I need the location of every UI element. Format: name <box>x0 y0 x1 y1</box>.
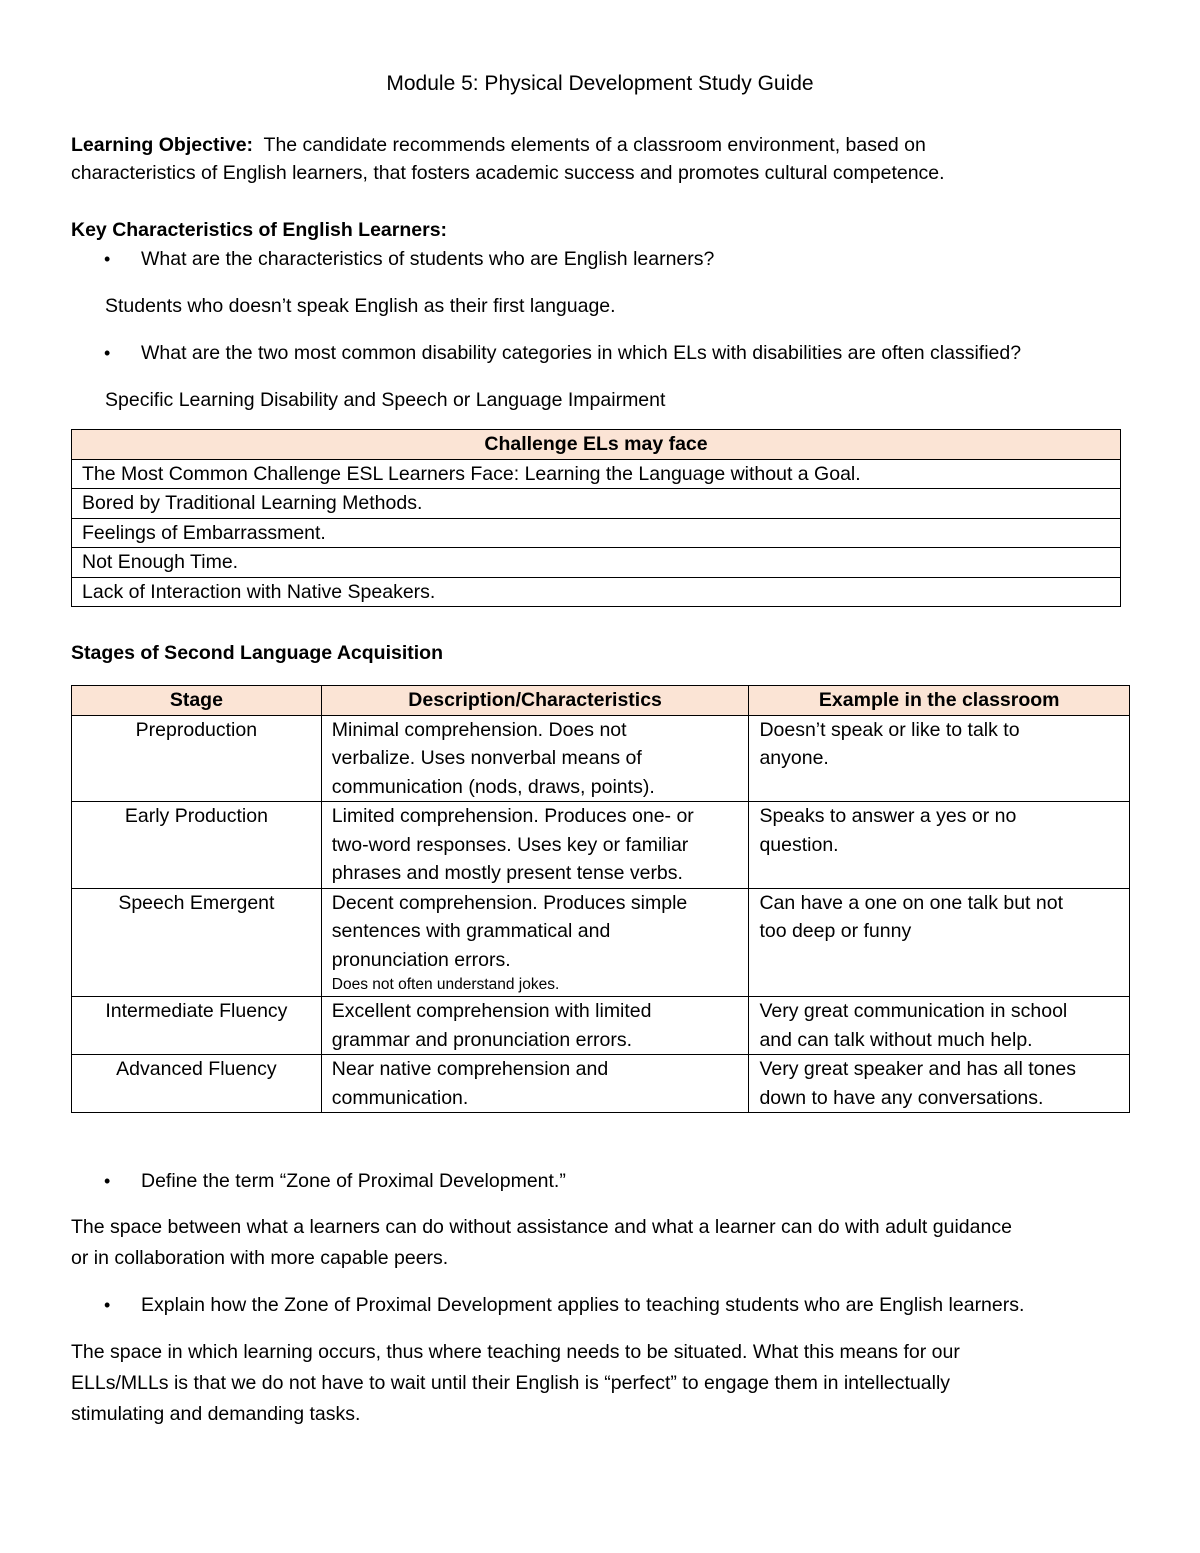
description-cell <box>321 997 749 1055</box>
example-cell <box>749 1055 1130 1113</box>
description-line: Near native comprehension and <box>331 1058 609 1080</box>
stage-cell: Advanced Fluency <box>72 1055 322 1113</box>
table-row <box>72 1055 1130 1113</box>
objective-text-line1: The candidate recommends elements of a classroom environment, based on <box>263 134 926 156</box>
description-cell <box>321 802 749 889</box>
challenge-cell: Not Enough Time. <box>72 548 1121 578</box>
stage-cell: Preproduction <box>72 715 322 802</box>
table-row <box>72 577 1121 607</box>
example-line: too deep or funny <box>759 920 912 942</box>
answer-4 <box>71 1337 1131 1430</box>
description-line: communication. <box>331 1086 469 1109</box>
question-3-text: Define the term “Zone of Proximal Development.” <box>141 1170 566 1192</box>
stages-table <box>71 685 1130 1113</box>
table-row <box>72 489 1121 519</box>
objective-text-line2: characteristics of English learners, that fosters academic success and promotes cultural competence. <box>71 162 945 184</box>
stages-heading: Stages of Second Language Acquisition <box>71 642 443 664</box>
example-line: Doesn’t speak or like to talk to <box>759 718 1020 741</box>
example-cell <box>749 802 1130 889</box>
table-row <box>72 802 1130 889</box>
table-row <box>72 997 1130 1055</box>
description-cell <box>321 715 749 802</box>
key-characteristics-heading: Key Characteristics of English Learners: <box>71 219 448 241</box>
answer-3-line1: The space between what a learners can do without assistance and what a learner can do with adult guidance <box>71 1216 1012 1238</box>
table-row <box>72 715 1130 802</box>
description-header: Description/Characteristics <box>321 686 749 716</box>
question-4-text: Explain how the Zone of Proximal Development applies to teaching students who are English learners. <box>141 1294 1025 1316</box>
example-line: question. <box>759 833 839 856</box>
description-line: Limited comprehension. Produces one- or <box>331 805 694 827</box>
description-line: verbalize. Uses nonverbal means of <box>331 747 642 769</box>
answer-4-line3: stimulating and demanding tasks. <box>71 1403 361 1425</box>
example-cell <box>749 997 1130 1055</box>
stage-cell: Speech Emergent <box>72 888 322 997</box>
learning-objective <box>71 131 1131 187</box>
challenges-header: Challenge ELs may face <box>72 430 1121 460</box>
example-line: Can have a one on one talk but not <box>759 891 1064 914</box>
description-cell <box>321 888 749 997</box>
stage-cell: Intermediate Fluency <box>72 997 322 1055</box>
bullet-icon: • <box>104 249 111 269</box>
table-header-row <box>72 686 1130 716</box>
bullet-icon: • <box>104 1171 111 1191</box>
description-cell <box>321 1055 749 1113</box>
table-header-row <box>72 430 1121 460</box>
example-line: Speaks to answer a yes or no <box>759 805 1017 827</box>
description-line: Decent comprehension. Produces simple <box>331 891 688 914</box>
answer-2: Specific Learning Disability and Speech or Language Impairment <box>105 389 666 411</box>
challenge-cell: The Most Common Challenge ESL Learners Face: Learning the Language without a Goal. <box>72 459 1121 489</box>
description-note: Does not often understand jokes. <box>331 976 560 993</box>
table-row <box>72 518 1121 548</box>
table-row <box>72 459 1121 489</box>
description-line: phrases and mostly present tense verbs. <box>331 862 683 884</box>
table-row <box>72 888 1130 997</box>
answer-3 <box>71 1212 1131 1274</box>
bullet-icon: • <box>104 1295 111 1315</box>
description-line: pronunciation errors. <box>331 948 511 971</box>
page-title: Module 5: Physical Development Study Guide <box>386 72 814 95</box>
table-row <box>72 548 1121 578</box>
objective-label: Learning Objective: <box>71 134 254 156</box>
description-line: communication (nods, draws, points). <box>331 775 655 798</box>
example-line: and can talk without much help. <box>759 1028 1033 1051</box>
description-line: grammar and pronunciation errors. <box>331 1028 632 1051</box>
description-line: sentences with grammatical and <box>331 920 611 942</box>
example-line: Very great communication in school <box>759 1000 1068 1022</box>
example-cell <box>749 888 1130 997</box>
challenge-cell: Feelings of Embarrassment. <box>72 518 1121 548</box>
challenges-table <box>71 429 1121 607</box>
example-cell <box>749 715 1130 802</box>
example-line: down to have any conversations. <box>759 1086 1044 1109</box>
question-1-text: What are the characteristics of students who are English learners? <box>141 248 715 270</box>
example-line: Very great speaker and has all tones <box>759 1058 1076 1080</box>
bullet-icon: • <box>104 343 111 363</box>
answer-1: Students who doesn’t speak English as their first language. <box>105 295 616 317</box>
answer-4-line1: The space in which learning occurs, thus where teaching needs to be situated. What this means for our <box>71 1341 960 1363</box>
stage-header: Stage <box>72 686 322 716</box>
description-line: Excellent comprehension with limited <box>331 1000 652 1022</box>
answer-3-line2: or in collaboration with more capable peers. <box>71 1247 449 1269</box>
question-2-text: What are the two most common disability categories in which ELs with disabilities are often classified? <box>141 342 1022 364</box>
challenge-cell: Lack of Interaction with Native Speakers. <box>72 577 1121 607</box>
description-line: two-word responses. Uses key or familiar <box>331 833 689 856</box>
stage-cell: Early Production <box>72 802 322 889</box>
example-line: anyone. <box>759 747 829 769</box>
challenge-cell: Bored by Traditional Learning Methods. <box>72 489 1121 519</box>
example-header: Example in the classroom <box>749 686 1130 716</box>
answer-4-line2: ELLs/MLLs is that we do not have to wait until their English is “perfect” to engage them in intellectually <box>71 1372 951 1394</box>
description-line: Minimal comprehension. Does not <box>331 718 627 741</box>
